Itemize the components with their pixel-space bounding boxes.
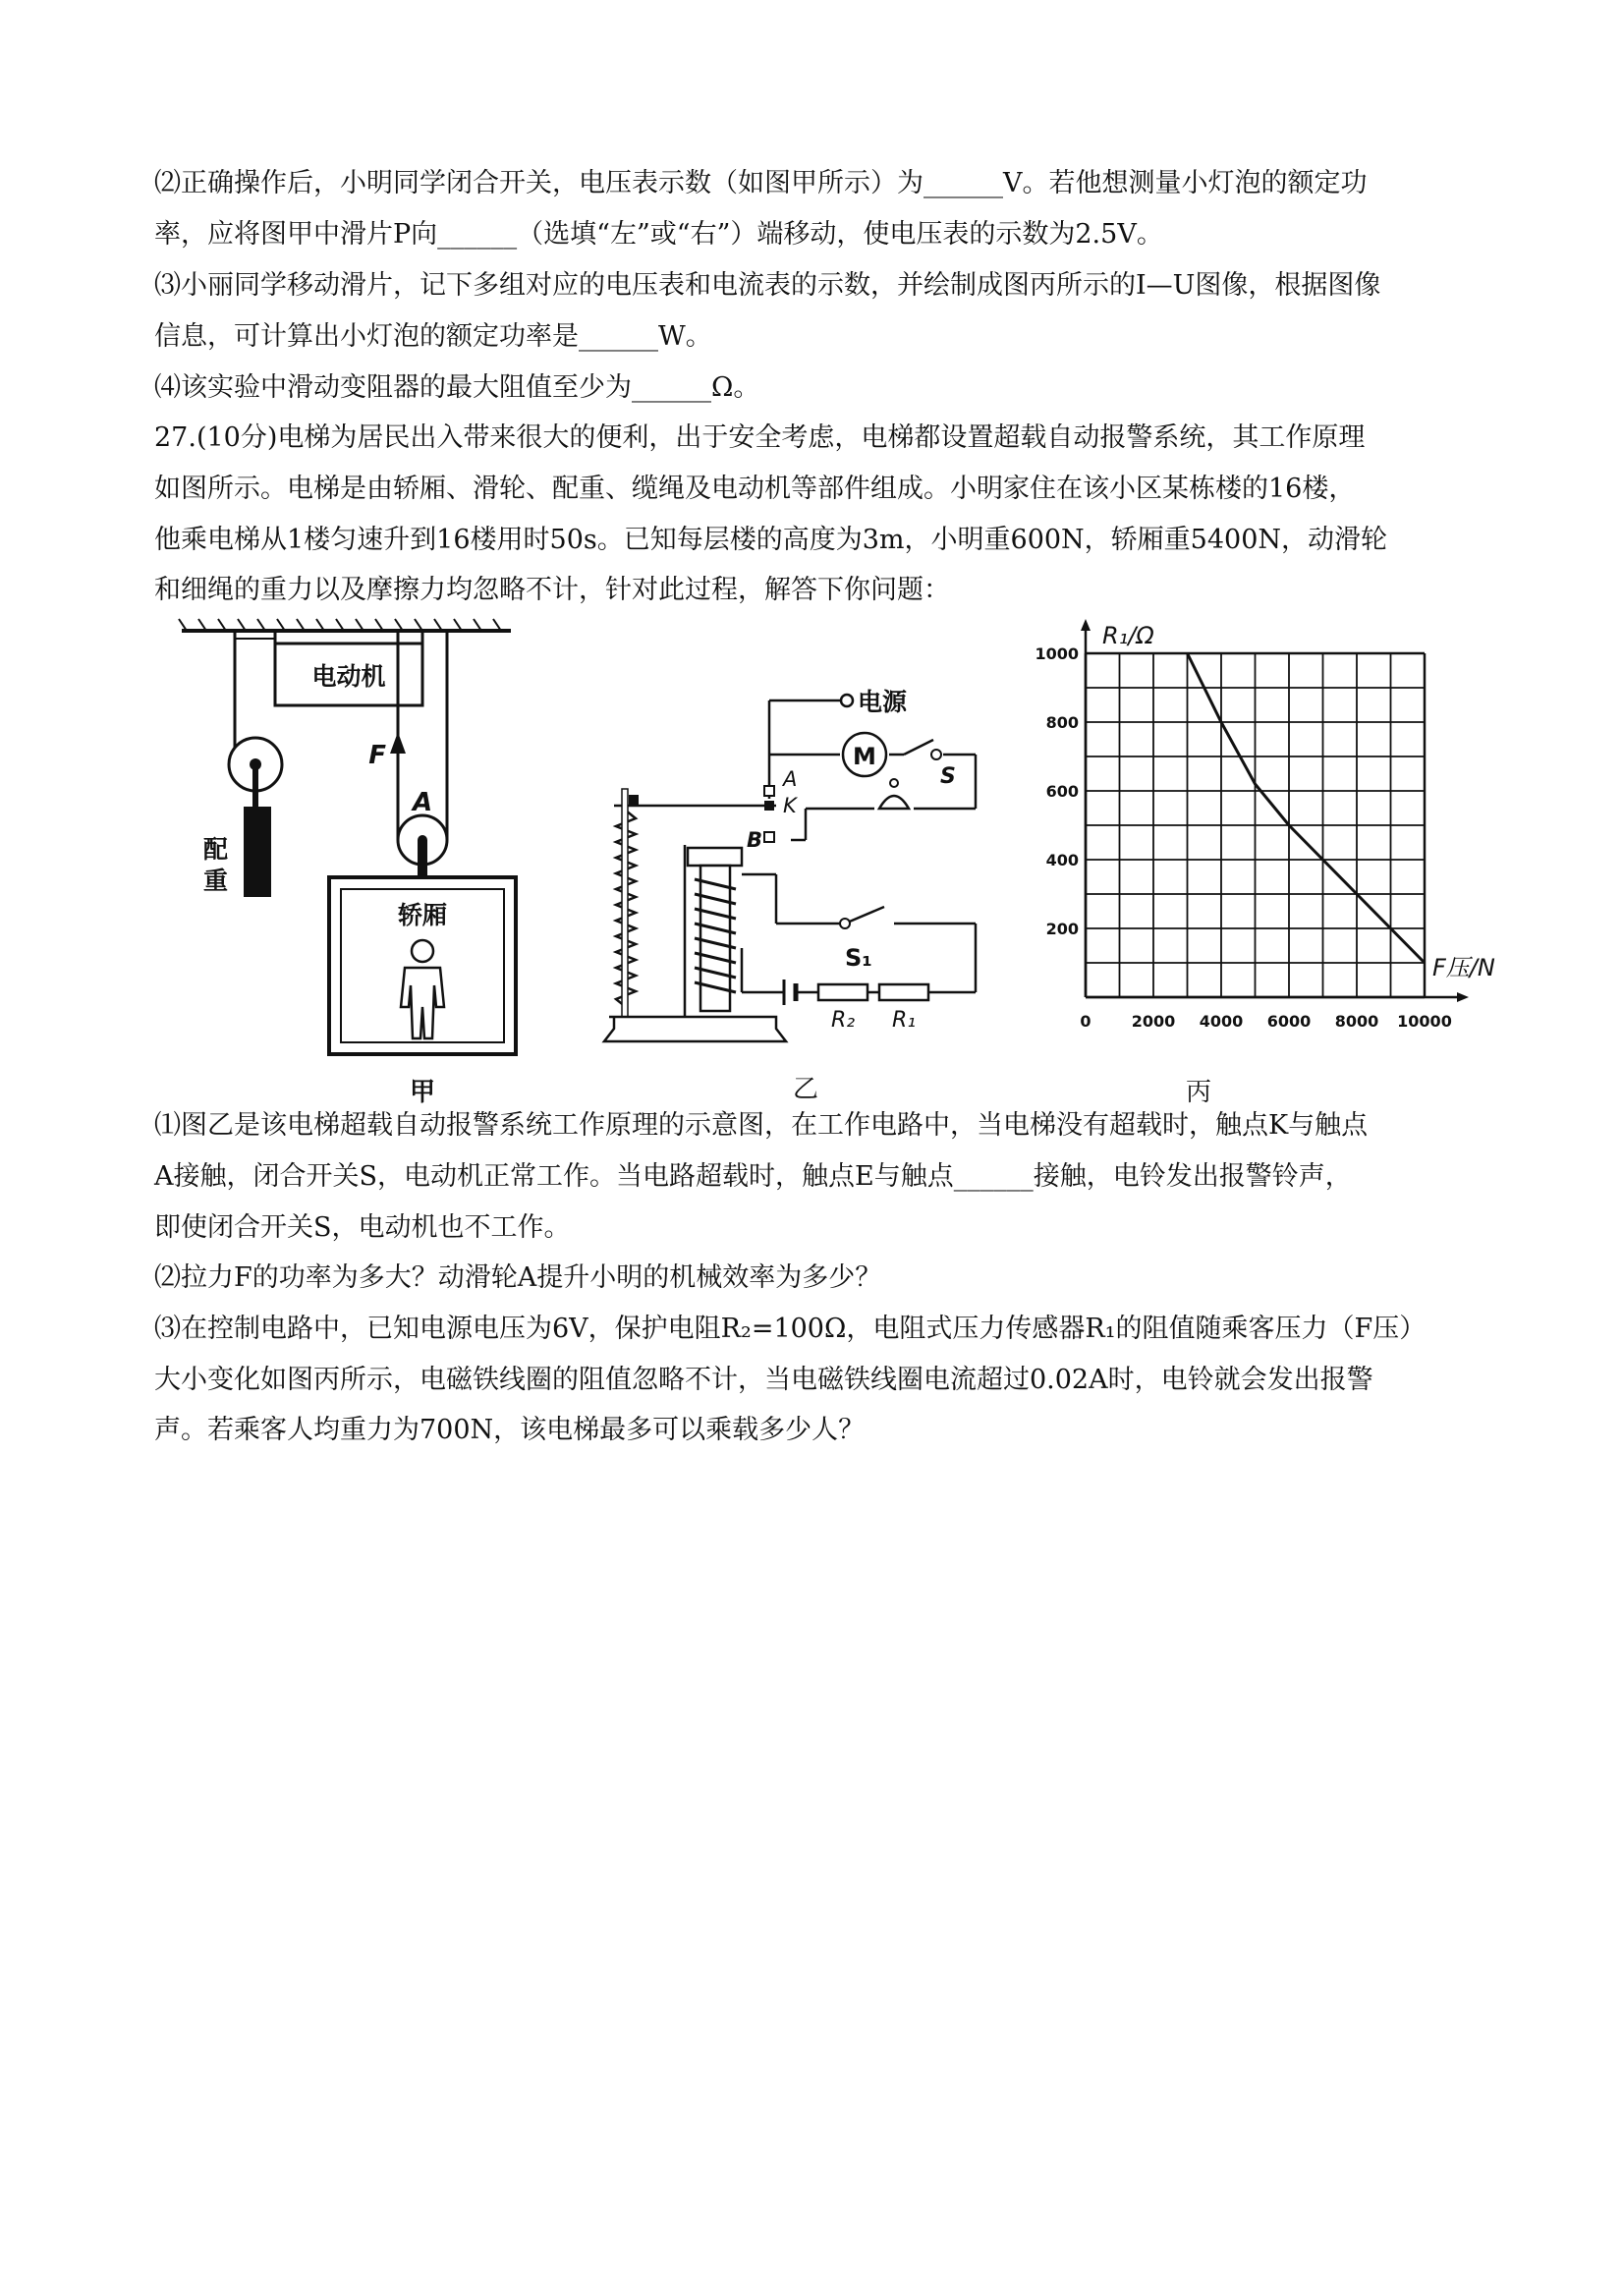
question-27-line: 如图所示。电梯是由轿厢、滑轮、配重、缆绳及电动机等部件组成。小明家住在该小区某栋楼的16楼， [154,474,1356,504]
counterweight-label: 配 [202,835,228,864]
sub-question-2: ⑵拉力F的功率为多大？动滑轮A提升小明的机械效率为多少？ [154,1262,882,1293]
chart-r1-vs-force [1035,614,1523,1107]
text-line: ⑶小丽同学移动滑片，记下多组对应的电压表和电流表的示数，并绘制成图丙所示的I—U图像，根据图像 [154,270,1381,301]
sub-question-1: A接触，闭合开关S，电动机正常工作。当电路超载时，触点E与触点______接触，电铃发出报警铃声， [154,1161,1352,1192]
x-tick-label: 4000 [1199,1012,1244,1031]
x-axis-arrow [1457,992,1469,1002]
sub-question-3: ⑶在控制电路中，已知电源电压为6V，保护电阻R₂=100Ω，电阻式压力传感器R₁的阻值随乘客压力（F压） [154,1314,1427,1344]
x-tick-label: 0 [1080,1012,1091,1031]
bell-icon [879,796,909,809]
base-stand [604,1017,786,1041]
contact-k-label: K [783,794,797,817]
figure-circuit [604,673,997,1105]
y-tick-label: 800 [1045,713,1079,732]
y-tick-label: 1000 [1035,644,1079,663]
force-label: F [368,741,386,770]
question-27-line: 27.(10分)电梯为居民出入带来很大的便利，出于安全考虑，电梯都设置超载自动报警系统，其工作原理 [154,422,1366,453]
x-tick-label: 10000 [1397,1012,1452,1031]
text-line: 率，应将图甲中滑片P向______（选填“左”或“右”）端移动，使电压表的示数为2.5V。 [154,219,1163,250]
pulley-label: A [412,788,433,817]
y-tick-label: 600 [1045,782,1079,801]
x-tick-label: 6000 [1266,1012,1312,1031]
motor-symbol-label: M [853,743,876,770]
x-tick-label: 8000 [1334,1012,1379,1031]
x-axis-label: F压/N [1432,954,1495,981]
y-axis-label: R₁/Ω [1102,622,1154,649]
sub-question-1: ⑴图乙是该电梯超载自动报警系统工作原理的示意图，在工作电路中，当电梯没有超载时，触点K与触点 [154,1110,1369,1141]
question-27-line: 他乘电梯从1楼匀速升到16楼用时50s。已知每层楼的高度为3m，小明重600N，轿厢重5400N，动滑轮 [154,525,1388,555]
y-axis-arrow [1081,619,1091,631]
r2-label: R₂ [830,1008,856,1033]
question-27-line: 和细绳的重力以及摩擦力均忽略不计，针对此过程，解答下你问题： [154,575,950,605]
motor-label: 电动机 [311,662,386,691]
figure-elevator [177,614,531,1105]
contact-a-label: A [783,767,798,791]
text-line: ⑷该实验中滑动变阻器的最大阻值至少为______Ω。 [154,372,760,403]
resistor-r1 [879,984,928,1000]
series-line [1188,653,1426,963]
cabin-label: 轿厢 [397,901,448,929]
force-arrow [390,732,406,754]
contact-b-label: B [747,828,763,852]
sub-question-1: 即使闭合开关S，电动机也不工作。 [154,1212,571,1243]
r1-label: R₁ [891,1008,917,1033]
switch-s1-label: S₁ [845,944,872,972]
text-line: 信息，可计算出小灯泡的额定功率是______W。 [154,321,712,352]
power-label: 电源 [858,688,908,716]
sub-question-3: 大小变化如图丙所示，电磁铁线圈的阻值忽略不计，当电磁铁线圈电流超过0.02A时，电铃就会发出报警 [154,1365,1373,1395]
figure-caption-bing: 丙 [1185,1078,1212,1107]
resistor-r2 [818,984,867,1000]
sub-question-3: 声。若乘客人均重力为700N，该电梯最多可以乘载多少人？ [154,1415,866,1445]
chart-grid [1081,619,1469,1002]
counterweight [244,807,271,897]
y-tick-label: 200 [1045,920,1079,938]
text-line: ⑵正确操作后，小明同学闭合开关，电压表示数（如图甲所示）为______V。若他想测量小灯泡的额定功 [154,168,1368,198]
figure-caption-jia: 甲 [409,1078,436,1107]
figure-caption-yi: 乙 [792,1075,819,1104]
svg-text:重: 重 [202,867,228,895]
switch-s-label: S [940,764,956,789]
y-tick-label: 400 [1045,851,1079,869]
x-tick-label: 2000 [1131,1012,1176,1031]
